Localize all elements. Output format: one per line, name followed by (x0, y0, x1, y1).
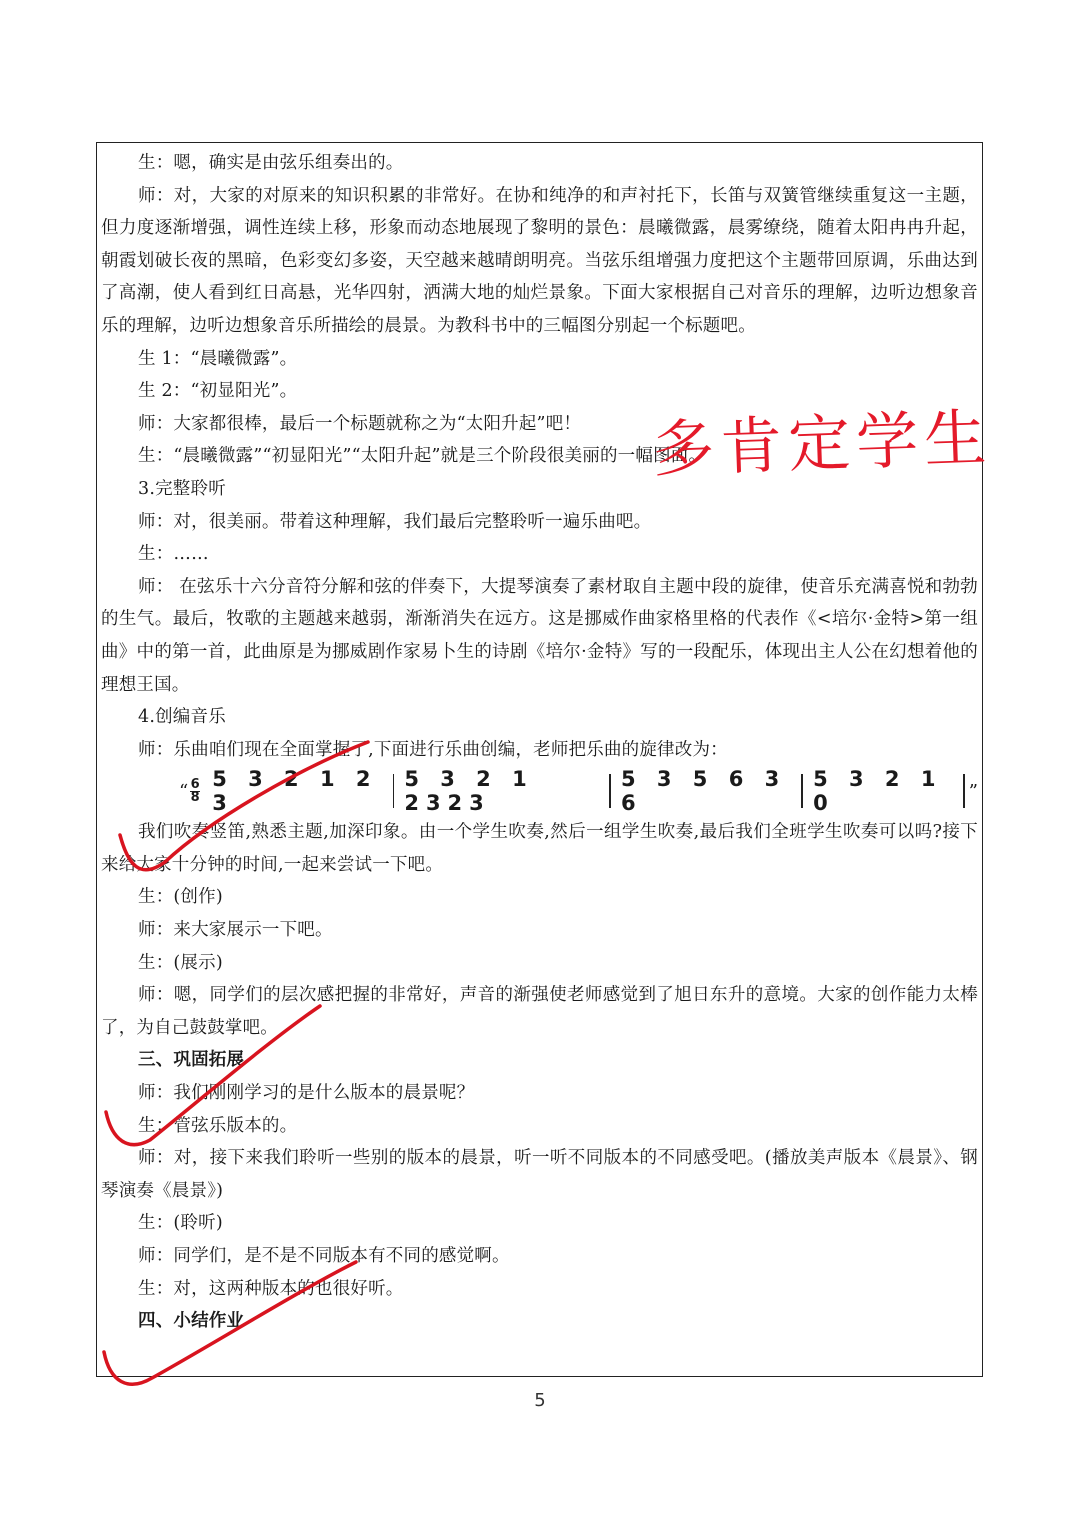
measure: 5 3 5 6 3 6 (620, 767, 787, 816)
lesson-content (101, 147, 978, 1338)
text-line: 生：嗯，确实是由弦乐组奏出的。 (138, 153, 404, 173)
time-signature (190, 776, 200, 805)
text-line: 生：(聆听) (138, 1213, 223, 1234)
text-line: 我们吹奏竖笛,熟悉主题,加深印象。由一个学生吹奏,然后一组学生吹奏,最后我们全班学生吹奏可以吗?接下来给大家十分钟的时间,一起来尝试一下吧。 (101, 822, 978, 875)
barline (609, 774, 611, 808)
final-barline (963, 774, 965, 808)
measure: 5 3 2 1 2323 (404, 767, 534, 816)
barline (801, 774, 803, 808)
meter-bottom: 8 (190, 789, 200, 805)
section-heading: 四、小结作业 (138, 1311, 245, 1332)
text-line: 生 2：“初显阳光”。 (138, 381, 298, 402)
measure: 5 3 2 1 2 3 (212, 767, 378, 816)
measure: 5 3 2 1 0 (813, 767, 943, 816)
text-line: 师：嗯，同学们的层次感把握的非常好，声音的渐强使老师感觉到了旭日东升的意境。大家的创作能力太棒了，为自己鼓鼓掌吧。 (101, 985, 978, 1038)
section-heading: 三、巩固拓展 (138, 1050, 245, 1071)
text-line: 师：来大家展示一下吧。 (138, 920, 333, 941)
text-line: 师：对，大家的对原来的知识积累的非常好。在协和纯净的和声衬托下，长笛与双簧管继续重复这一主题，但力度逐渐增强，调性连续上移，形象而动态地展现了黎明的景色：晨曦微露，晨雾缭绕，随着太阳冉冉升起，朝霞划破长夜的黑暗，色彩变幻多姿，天空越来越晴朗明亮。当弦乐组增强力度把这个主题带回原调，乐曲达到了高潮，使人看到红日高悬，光华四射，洒满大地的灿烂景象。下面大家根据自己对音乐的理解，边听边想象音乐的理解，边听边想象音乐所描绘的晨景。为教科书中的三幅图分别起一个标题吧。 (101, 185, 978, 336)
section-heading: 3.完整聆听 (138, 478, 226, 499)
score-close-quote: ” (968, 780, 978, 802)
meter-top: 6 (190, 776, 200, 792)
text-line: 生 1：“晨曦微露”。 (138, 348, 298, 369)
barline (393, 774, 395, 808)
text-line: 师：大家都很棒，最后一个标题就称之为“太阳升起”吧！ (138, 413, 582, 434)
section-heading: 4.创编音乐 (138, 707, 226, 728)
text-line: 师： 在弦乐十六分音符分解和弦的伴奏下，大提琴演奏了素材取自主题中段的旋律，使音乐充满喜悦和勃勃的生气。最后，牧歌的主题越来越弱，渐渐消失在远方。这是挪威作曲家格里格的代表作《<培尔·金特>第一组曲》中的第一首，此曲原是为挪威剧作家易卜生的诗剧《培尔·金特》写的一段配乐，体现出主人公在幻想着他的理想王国。 (101, 576, 978, 695)
text-line: 生：(展示) (138, 952, 223, 973)
text-line: 生：对，这两种版本的也很好听。 (138, 1278, 404, 1299)
text-line: 师：对，接下来我们聆听一些别的版本的晨景，听一听不同版本的不同感受吧。(播放美声版本《晨景》、钢琴演奏《晨景》) (101, 1148, 978, 1201)
score-open-quote: “ (179, 780, 189, 802)
text-line: 师：对，很美丽。带着这种理解，我们最后完整聆听一遍乐曲吧。 (138, 511, 652, 532)
handwritten-annotation: 多肯定学生 (651, 401, 994, 486)
lesson-plan-frame (96, 142, 983, 1377)
text-line: 生：管弦乐版本的。 (138, 1115, 298, 1136)
text-line: 生：“晨曦微露”“初显阳光”“太阳升起”就是三个阶段很美丽的一幅图面。 (138, 446, 707, 467)
text-line: 师：乐曲咱们现在全面掌握了,下面进行乐曲创编，老师把乐曲的旋律改为： (138, 739, 728, 760)
text-line: 师：我们刚刚学习的是什么版本的晨景呢？ (138, 1083, 475, 1104)
text-line: 师：同学们，是不是不同版本有不同的感觉啊。 (138, 1246, 510, 1266)
text-line: 生：(创作) (138, 887, 223, 908)
page-number: 5 (534, 1390, 546, 1411)
text-line: 生：…… (138, 544, 209, 565)
music-notation (179, 766, 978, 816)
